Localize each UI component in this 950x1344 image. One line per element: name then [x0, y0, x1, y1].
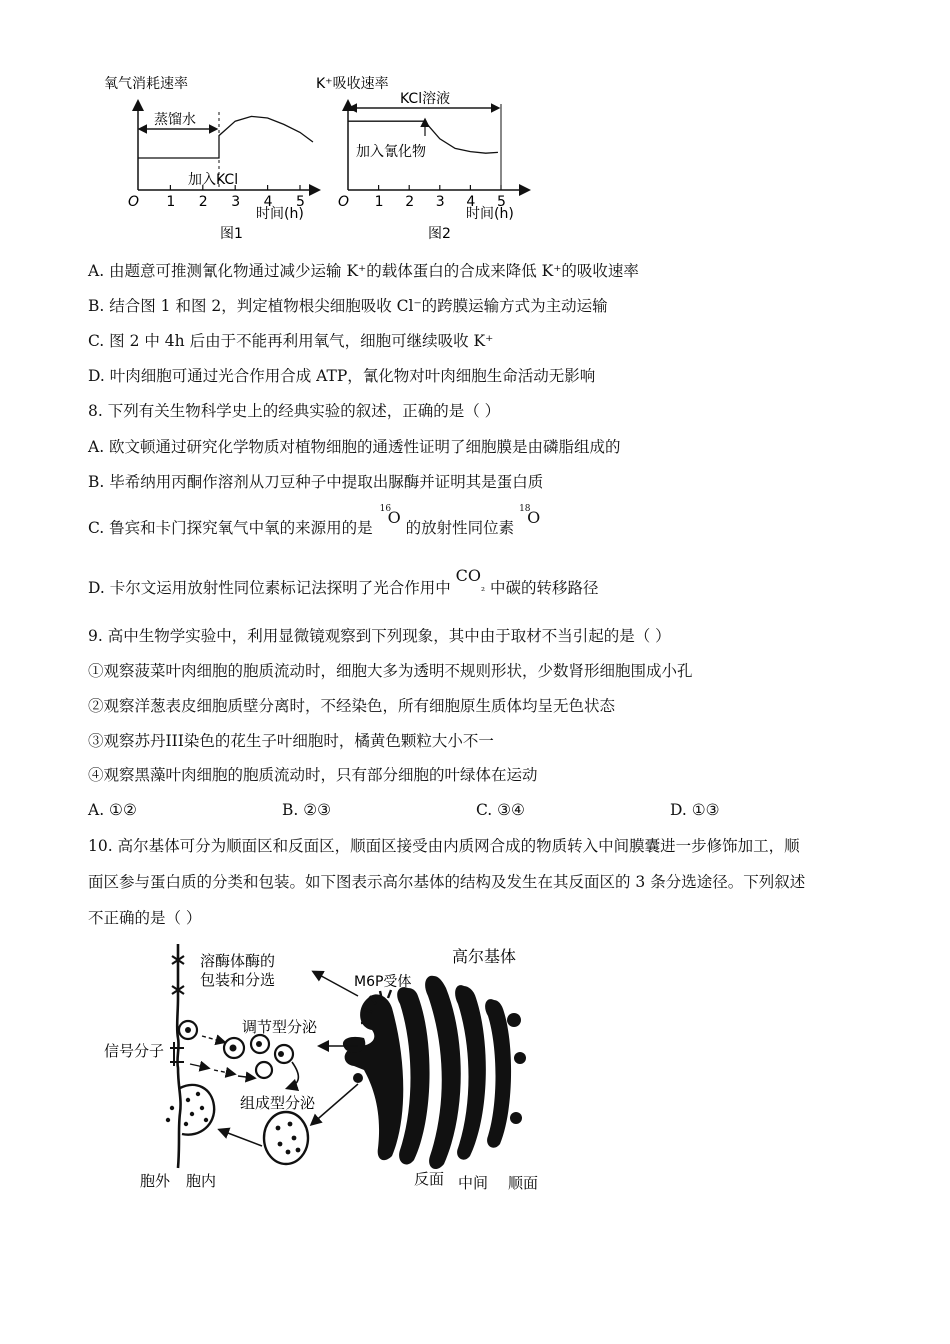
curved-arrow: [288, 1062, 298, 1088]
fig1-ylabel: 氧气消耗速率: [104, 76, 188, 92]
trans-face-label: 反面: [414, 1170, 445, 1188]
q7-option-d: D. 叶肉细胞可通过光合作用合成 ATP，氰化物对叶肉细胞生命活动无影响: [88, 367, 596, 385]
isotope-18o-element: O: [527, 508, 541, 527]
co2-formula: [455, 566, 486, 594]
secretory-vesicle-5: [256, 1062, 272, 1078]
q8-option-a: A. 欧文顿通过研究化学物质对植物细胞的通透性证明了细胞膜是由磷脂组成的: [88, 438, 621, 456]
intracellular-label: 胞内: [186, 1172, 217, 1190]
fig2-event-label: 加入氰化物: [356, 144, 426, 160]
fig2-origin: O: [338, 194, 350, 210]
co2-subscript: ₂: [481, 583, 486, 594]
co2-co: CO: [455, 566, 482, 585]
constitutive-secretion-label: 组成型分泌: [240, 1094, 316, 1112]
fig2-ylabel: K⁺吸收速率: [316, 76, 389, 92]
golgi-vesicle-1: [507, 1013, 521, 1027]
cis-face-label: 顺面: [508, 1174, 539, 1192]
lysosome-label-2: 包装和分选: [200, 971, 276, 989]
fig1-x-tick-label-4: 4: [263, 194, 273, 210]
golgi-diagram: [96, 938, 566, 1194]
secretory-vesicle-1-core: [185, 1027, 191, 1033]
fig1-xlabel: 时间(h): [256, 206, 304, 222]
golgi-body: [343, 976, 526, 1169]
fig2-x-tick-label-5: 5: [497, 194, 506, 210]
figure-2-chart: [308, 72, 540, 244]
fig2-region-label: KCl溶液: [400, 91, 451, 107]
q10-stem-line-1: 10. 高尔基体可分为顺面区和反面区，顺面区接受由内质网合成的物质转入中间膜囊进一步修饰加工，顺: [88, 837, 800, 855]
arrow-signal-3: [238, 1076, 254, 1078]
secretory-vesicle-3-core: [256, 1041, 262, 1047]
secretory-vesicle-2-core: [230, 1045, 237, 1052]
q8-option-d: [88, 566, 599, 601]
isotope-18o-mass: 18: [519, 504, 531, 514]
q10-stem-line-3: 不正确的是（ ）: [88, 909, 202, 927]
q8-d-text-1: D. 卡尔文运用放射性同位素标记法探明了光合作用中: [88, 579, 456, 597]
fig1-x-tick-label-5: 5: [296, 194, 305, 210]
q9-item-3: ③观察苏丹III染色的花生子叶细胞时，橘黄色颗粒大小不一: [88, 732, 494, 750]
arrow-signal-2: [214, 1070, 234, 1074]
q9-option-c: C. ③④: [476, 801, 525, 819]
golgi-title: 高尔基体: [452, 947, 517, 966]
q7-option-c: C. 图 2 中 4h 后由于不能再利用氧气，细胞可继续吸收 K⁺: [88, 332, 494, 350]
golgi-vesicle-4: [353, 1073, 363, 1083]
q8-stem: 8. 下列有关生物科学史上的经典实验的叙述，正确的是（ ）: [88, 402, 501, 420]
q9-option-b: B. ②③: [282, 801, 332, 819]
isotope-16o-mass: 16: [379, 504, 392, 514]
golgi-cisterna-3: [425, 976, 461, 1169]
m6p-receptor-label: M6P受体: [354, 974, 412, 990]
arrow-to-lysosome: [314, 972, 358, 996]
q8-option-b: B. 毕希纳用丙酮作溶剂从刀豆种子中提取出脲酶并证明其是蛋白质: [88, 473, 544, 491]
fig1-region-label: 蒸馏水: [154, 112, 196, 128]
constitutive-vesicle: [264, 1112, 308, 1164]
constitutive-vesicle-dots: [276, 1122, 301, 1155]
fig2-x-tick-label-3: 3: [435, 194, 445, 210]
lysosome-label-1: 溶酶体酶的: [200, 952, 276, 970]
q8-d-text-2: 中碳的转移路径: [485, 579, 599, 597]
q8-c-text-2: 的放射性同位素: [400, 519, 520, 537]
fig1-event-label: 加入KCl: [188, 172, 239, 188]
q9-option-a: A. ①②: [88, 801, 137, 819]
fig2-x-tick-label-4: 4: [466, 194, 476, 210]
q9-item-2: ②观察洋葱表皮细胞质壁分离时，不经染色，所有细胞原生质体均呈无色状态: [88, 697, 616, 715]
arrow-signal-1: [190, 1064, 208, 1068]
q7-option-a: A. 由题意可推测氰化物通过减少运输 K⁺的载体蛋白的合成来降低 K⁺的吸收速率: [88, 262, 639, 280]
q9-option-d: D. ①③: [670, 801, 720, 819]
isotope-18o: [519, 504, 541, 528]
arrow-to-constitutive: [312, 1084, 358, 1124]
fig1-title: 图1: [220, 226, 243, 242]
q9-item-4: ④观察黑藻叶肉细胞的胞质流动时，只有部分细胞的叶绿体在运动: [88, 766, 538, 784]
fig1-x-tick-label-1: 1: [166, 194, 176, 210]
fusing-vesicle-dots: [166, 1092, 208, 1126]
q7-option-b: B. 结合图 1 和图 2，判定植物根尖细胞吸收 Cl⁻的跨膜运输方式为主动运输: [88, 297, 608, 315]
fig2-x-tick-label-1: 1: [374, 194, 384, 210]
plasma-membrane: [177, 944, 180, 1168]
secretory-vesicle-4-core: [278, 1051, 284, 1057]
isotope-16o-element: O: [387, 508, 401, 527]
extracellular-label: 胞外: [140, 1172, 171, 1190]
golgi-vesicle-3: [510, 1112, 522, 1124]
q8-option-c: [88, 504, 541, 538]
fig2-title: 图2: [428, 226, 451, 242]
q10-stem-line-2: 面区参与蛋白质的分类和包装。如下图表示高尔基体的结构及发生在其反面区的 3 条分选途径。下列叙述: [88, 873, 806, 891]
regulated-secretion-label: 调节型分泌: [242, 1018, 318, 1036]
q8-c-text-1: C. 鲁宾和卡门探究氧气中氧的来源用的是: [88, 519, 378, 537]
isotope-16o: [379, 504, 401, 528]
fig2-xlabel: 时间(h): [466, 206, 514, 222]
fig1-x-tick-label-2: 2: [198, 194, 208, 210]
golgi-cisterna-trans-lobe: [343, 1037, 365, 1053]
q9-stem: 9. 高中生物学实验中，利用显微镜观察到下列现象，其中由于取材不当引起的是（ ）: [88, 627, 671, 645]
q9-item-1: ①观察菠菜叶肉细胞的胞质流动时，细胞大多为透明不规则形状，少数肾形细胞围成小孔: [88, 662, 693, 680]
figure-1-chart: [100, 72, 330, 244]
fig1-x-tick-label-3: 3: [231, 194, 241, 210]
arrow-constitutive-to-membrane: [220, 1130, 262, 1146]
arrow-vesicle-1: [202, 1036, 224, 1042]
medial-label: 中间: [458, 1174, 489, 1192]
golgi-vesicle-2: [514, 1052, 526, 1064]
fig2-x-tick-label-2: 2: [405, 194, 415, 210]
signal-molecule-label: 信号分子: [104, 1042, 165, 1060]
fig1-origin: O: [128, 194, 140, 210]
